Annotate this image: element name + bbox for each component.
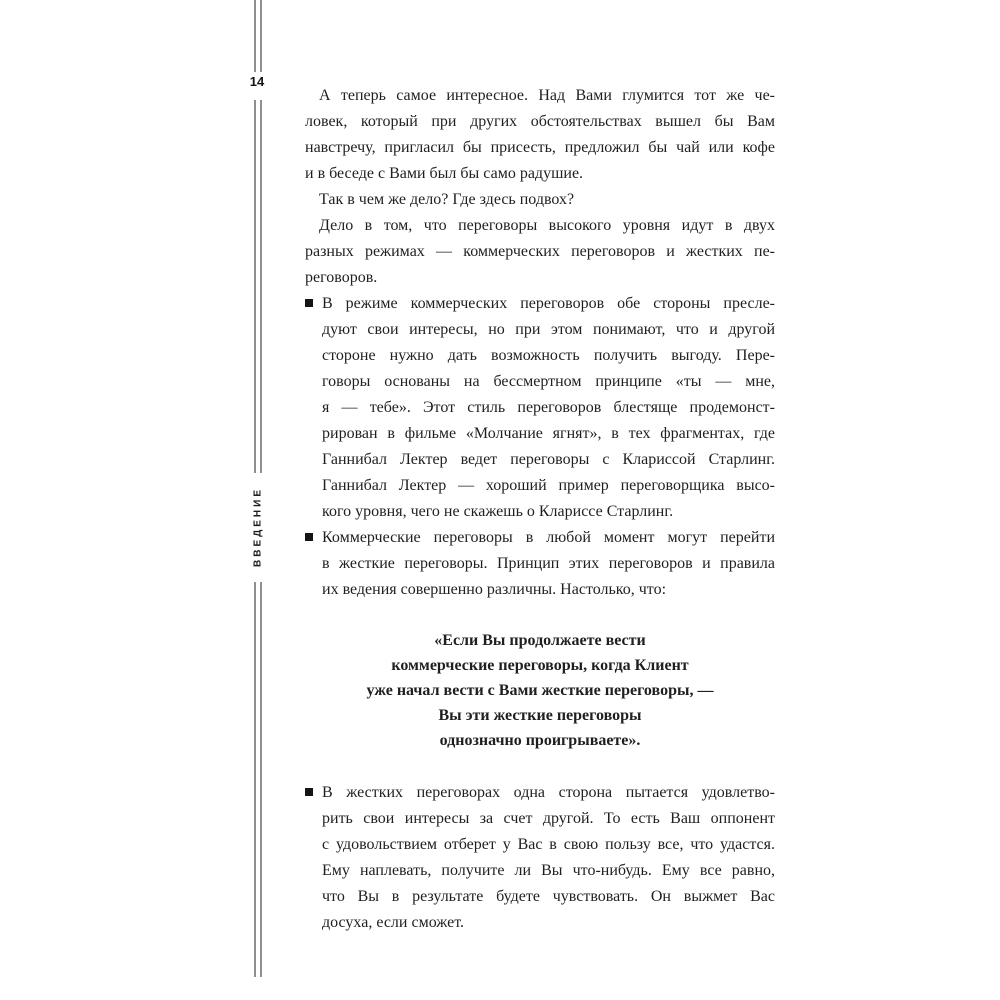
text-line: ловек, который при других обстоятельствах вышел бы Вам (305, 113, 775, 130)
text-line: рить свои интересы за счет другой. То есть Ваш оппонент (322, 810, 775, 827)
text-line: коммерческие переговоры, когда Клиент (391, 657, 689, 674)
text-line: реговоров. (305, 269, 378, 286)
text-line: я — тебе». Этот стиль переговоров блестяще продемонст- (322, 399, 775, 416)
text-line: их ведения совершенно различны. Настолько, что: (322, 581, 667, 598)
bullet-item (305, 291, 775, 525)
text-line: Дело в том, что переговоры высокого уровня идут в двух (319, 217, 775, 234)
chapter-margin-label: ВВЕДЕНИЕ (252, 487, 264, 567)
text-line: разных режимах — коммерческих переговоров и жестких пе- (305, 243, 775, 260)
text-line: говоры основаны на бессмертном принципе «ты — мне, (322, 373, 775, 390)
text-line: В режиме коммерческих переговоров обе стороны пресле- (322, 295, 775, 312)
text-line: Так в чем же дело? Где здесь подвох? (319, 191, 575, 208)
bullet-item (305, 780, 775, 936)
text-line: что Вы в результате будете чувствовать. Он выжмет Вас (322, 888, 775, 905)
bullet-square-icon (305, 533, 313, 541)
text-line: навстречу, пригласил бы присесть, предложил бы чай или кофе (305, 139, 775, 156)
paragraph (305, 83, 775, 187)
quote-block (305, 628, 775, 753)
paragraph (305, 187, 775, 213)
text-line: с удовольствием отберет у Вас в свою пользу все, что удастся. (322, 836, 775, 853)
text-line: Ганнибал Лектер ведет переговоры с Клариссой Старлинг. (322, 451, 775, 468)
text-line: досуха, если сможет. (322, 914, 465, 931)
text-line: Коммерческие переговоры в любой момент могут перейти (322, 529, 775, 546)
text-line: кого уровня, чего не скажешь о Клариссе Старлинг. (322, 503, 674, 520)
margin-double-rule-top (254, 0, 262, 72)
margin-double-rule-bottom (254, 582, 262, 977)
text-line: в жесткие переговоры. Принцип этих переговоров и правила (322, 555, 775, 572)
text-line: Ганнибал Лектер — хороший пример переговорщика высо- (322, 477, 775, 494)
paragraph (305, 213, 775, 291)
text-line: и в беседе с Вами был бы само радушие. (305, 165, 584, 182)
body-text-column (305, 83, 775, 936)
text-line: Ему наплевать, получите ли Вы что-нибудь. Ему все равно, (322, 862, 775, 879)
bullet-item (305, 525, 775, 603)
text-line: стороне нужно дать возможность получить выгоду. Пере- (322, 347, 775, 364)
text-line: однозначно проигрываете». (439, 732, 641, 749)
text-line: «Если Вы продолжаете вести (434, 632, 646, 649)
text-line: В жестких переговорах одна сторона пытается удовлетво- (322, 784, 775, 801)
text-line: дуют свои интересы, но при этом понимают, что и другой (322, 321, 775, 338)
text-line: Вы эти жесткие переговоры (438, 707, 642, 724)
text-line: рирован в фильме «Молчание ягнят», в тех фрагментах, где (322, 425, 775, 442)
bullet-square-icon (305, 788, 313, 796)
margin-double-rule-middle (254, 100, 262, 473)
page-number: 14 (249, 74, 265, 89)
text-line: А теперь самое интересное. Над Вами глумится тот же че- (319, 87, 775, 104)
text-line: уже начал вести с Вами жесткие переговоры, — (366, 682, 714, 699)
bullet-square-icon (305, 299, 313, 307)
